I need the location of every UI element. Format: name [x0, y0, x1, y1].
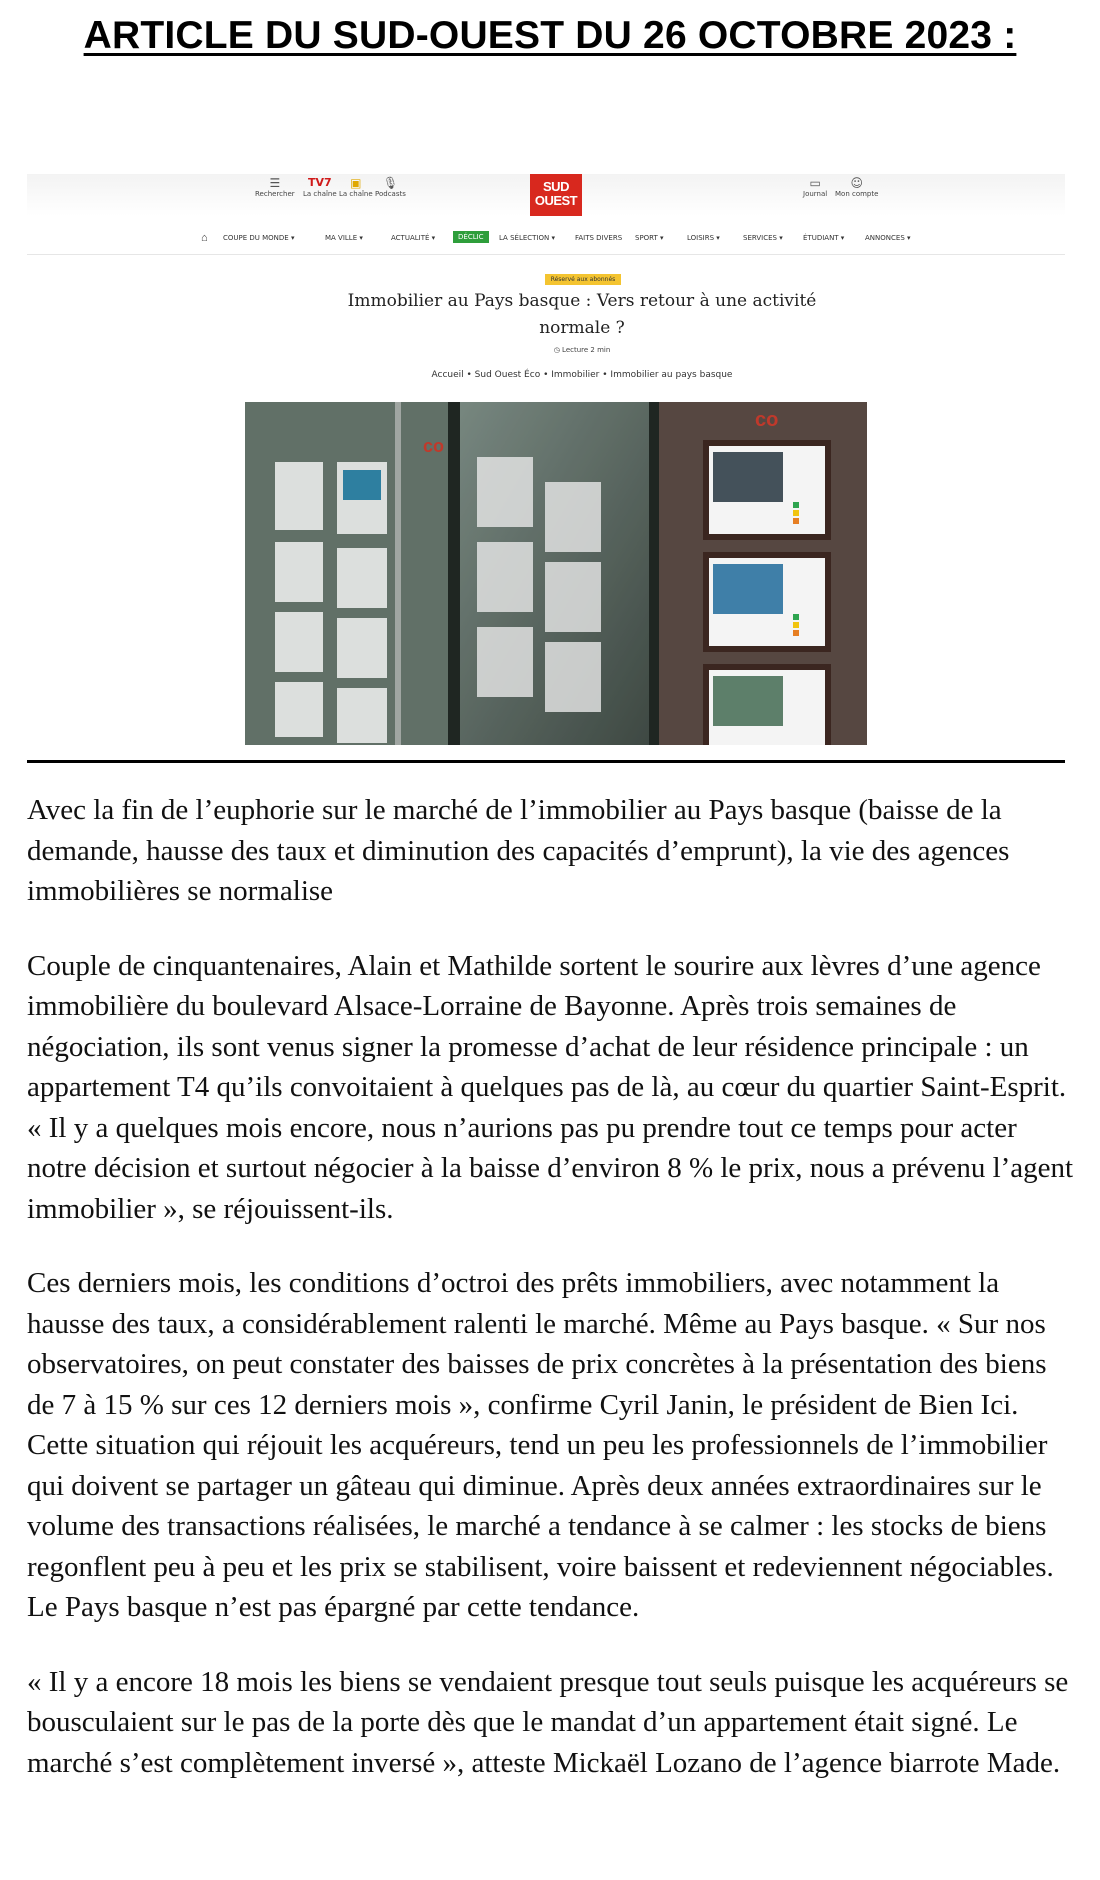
nav-item[interactable]: MA VILLE ▾ — [325, 234, 363, 242]
paragraph: Ces derniers mois, les conditions d’octroi des prêts immobiliers, avec notamment la hausse des taux, a considérablement ralenti le marché. Même au Pays basque. « Sur nos observatoires, on peut constater des baisses de prix concrètes à la présentation des biens de 7 à 15 % sur ces 12 derniers mois », confirme Cyril Janin, le président de Bien Ici. Cette situation qui réjouit les acquéreurs, tend un peu les professionnels de l’immobilier qui doivent se partager un gâteau qui diminue. Après deux années extraordinaires sur le volume des transactions réalisées, le marché a tendance à se calmer : les stocks de biens regonflent peu à peu et les prix se stabilisent, voire baissent et redeviennent négociables. Le Pays basque n’est pas épargné par cette tendance. — [27, 1267, 1054, 1623]
nav-item[interactable]: SPORT ▾ — [635, 234, 664, 242]
topbar-podcasts[interactable] — [375, 176, 406, 198]
topbar-chaine[interactable] — [339, 176, 373, 198]
breadcrumb: Accueil • Sud Ouest Éco • Immobilier • Immobilier au pays basque — [431, 370, 733, 380]
sud-ouest-logo[interactable] — [530, 174, 582, 216]
journal-icon: ▭ — [809, 176, 821, 190]
article-screenshot — [27, 174, 1065, 748]
topbar-journal[interactable] — [803, 176, 827, 198]
svg-text:co: co — [755, 409, 779, 431]
topbar-search[interactable] — [255, 176, 295, 198]
clock-icon: ◷ — [553, 346, 560, 354]
nav-item[interactable]: LOISIRS ▾ — [687, 234, 720, 242]
nav-item-declic[interactable]: DÉCLIC — [453, 231, 489, 243]
nav-divider — [27, 254, 1065, 255]
nav-item[interactable]: ACTUALITÉ ▾ — [391, 234, 436, 242]
page-title: ARTICLE DU SUD-OUEST DU 26 OCTOBRE 2023 : — [83, 14, 1017, 57]
svg-text:co: co — [423, 436, 445, 456]
topbar-tv7[interactable] — [303, 176, 337, 198]
logo-text: SUD OUEST — [534, 179, 578, 208]
topbar-account[interactable] — [835, 176, 878, 198]
microphone-icon: 🎙 — [382, 176, 399, 190]
article-headline: Immobilier au Pays basque : Vers retour à une activité normale ? — [347, 291, 817, 338]
article-body — [27, 790, 1075, 1817]
paragraph: « Il y a encore 18 mois les biens se vendaient presque tout seuls puisque les acquéreurs se bousculaient sur le pas de la porte dès que le mandat d’un appartement était signé. Le marché s’est complètement inversé », atteste Mickaël Lozano de l’agence biarrote Made. — [27, 1665, 1069, 1779]
read-time — [517, 346, 647, 354]
topbar-label: Rechercher — [255, 190, 295, 198]
user-icon: ☺ — [850, 176, 863, 190]
agency-window-photo — [245, 402, 867, 745]
topbar-label: La chaîne — [339, 190, 373, 198]
paragraph-lead: Avec la fin de l’euphorie sur le marché de l’immobilier au Pays basque (baisse de la demande, hausse des taux et diminution des capacités d’emprunt), la vie des agences immobilières se normalise — [27, 794, 1010, 907]
tv7-logo: TV7 — [308, 176, 332, 189]
topbar-label: Podcasts — [375, 190, 406, 198]
nav-item[interactable]: ANNONCES ▾ — [865, 234, 911, 242]
nav-item[interactable]: LA SÉLECTION ▾ — [499, 234, 555, 242]
chaine-logo: ▣ — [350, 176, 362, 190]
site-topbar — [27, 174, 1065, 216]
topbar-label: Mon compte — [835, 190, 879, 198]
premium-badge: Réservé aux abonnés — [545, 274, 621, 285]
home-icon[interactable]: ⌂ — [201, 232, 208, 244]
read-time-label: Lecture 2 min — [562, 346, 611, 354]
nav-item[interactable]: SERVICES ▾ — [743, 234, 783, 242]
topbar-label: La chaîne — [303, 190, 337, 198]
topbar-label: Journal — [803, 190, 828, 198]
section-divider — [27, 760, 1065, 763]
nav-item[interactable]: COUPE DU MONDE ▾ — [223, 234, 295, 242]
article-photo — [245, 402, 867, 745]
nav-item[interactable]: ÉTUDIANT ▾ — [803, 234, 845, 242]
menu-icon: ☰ — [269, 176, 281, 190]
paragraph: Couple de cinquantenaires, Alain et Mathilde sortent le sourire aux lèvres d’une agence immobilière du boulevard Alsace-Lorraine de Bayonne. Après trois semaines de négociation, ils sont venus signer la promesse d’achat de leur résidence principale : un appartement T4 qu’ils convoitaient à quelques pas de là, au cœur du quartier Saint-Esprit. « Il y a quelques mois encore, nous n’aurions pas pu prendre tout ce temps pour acter notre décision et surtout négocier à la baisse d’environ 8 % le prix, nous a prévenu l’agent immobilier », se réjouissent-ils. — [27, 949, 1074, 1225]
nav-item[interactable]: FAITS DIVERS — [575, 234, 623, 242]
site-navbar — [27, 230, 1065, 250]
